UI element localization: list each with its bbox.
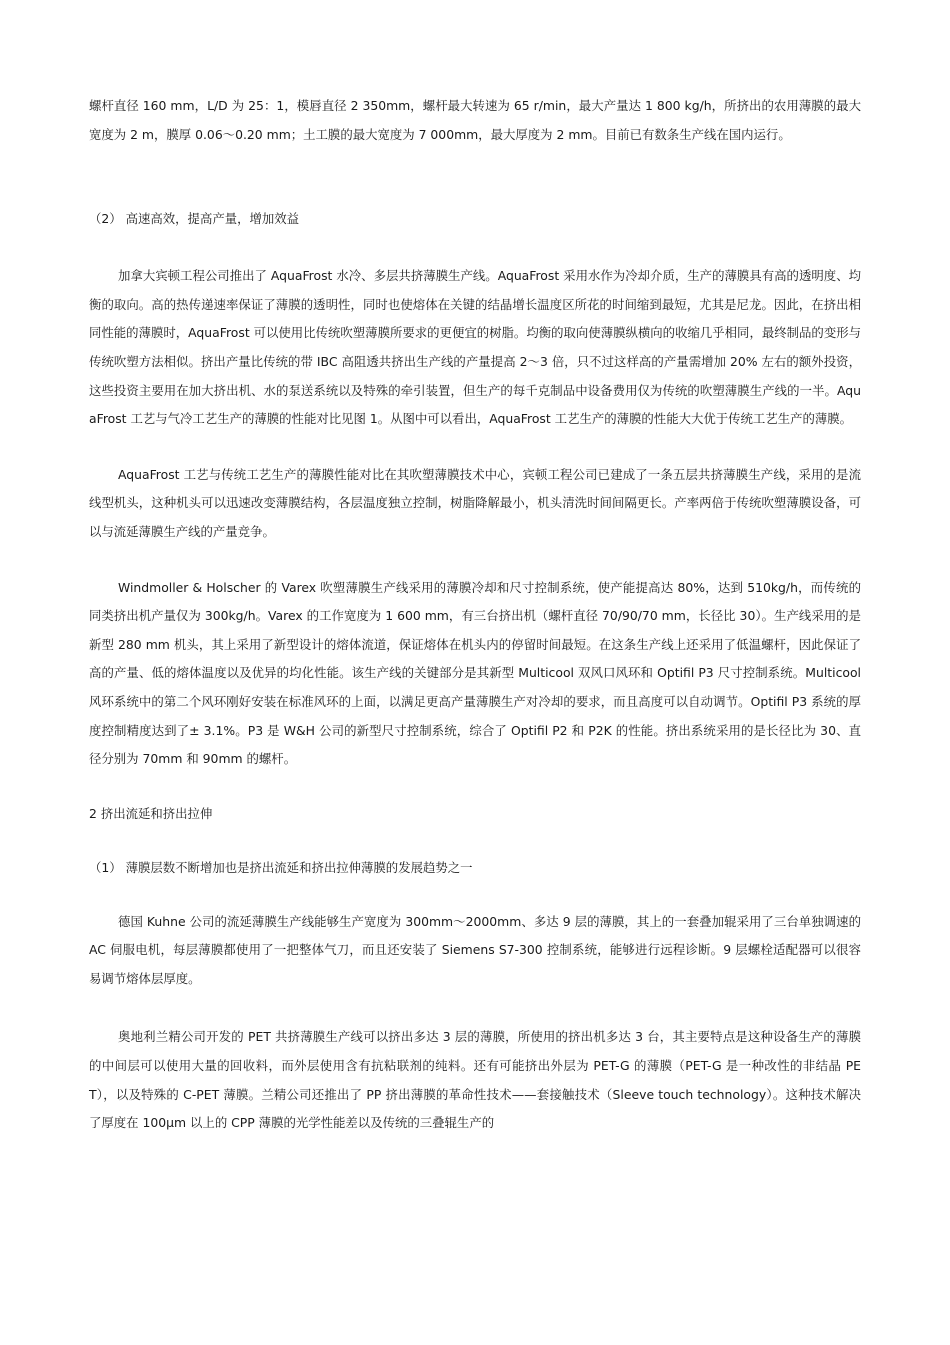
section-heading-cast-stretch: 2 挤出流延和挤出拉伸 [89, 805, 213, 821]
subheading-layer-count: （1） 薄膜层数不断增加也是挤出流延和挤出拉伸薄膜的发展趋势之一 [89, 859, 473, 875]
paragraph-extruder-specs: 螺杆直径 160 mm，L/D 为 25：1，模唇直径 2 350mm，螺杆最大转速为 65 r/min，最大产量达 1 800 kg/h，所挤出的农用薄膜的最大宽度为 2 m，膜厚 0.06～0.20 mm；土工膜的最大宽度为 7 000mm，最大厚度为 2 mm。目前已有数条生产线在国内运行。 [89, 98, 861, 142]
paragraph-aquafrost-comparison: AquaFrost 工艺与传统工艺生产的薄膜性能对比在其吹塑薄膜技术中心，宾顿工程公司已建成了一条五层共挤薄膜生产线，采用的是流线型机头，这种机头可以迅速改变薄膜结构，各层温度独立控制，树脂降解最小，机头清洗时间间隔更长。产率两倍于传统吹塑薄膜设备，可以与流延薄膜生产线的产量竞争。 [89, 466, 861, 539]
paragraph-varex: Windmoller & Holscher 的 Varex 吹塑薄膜生产线采用的薄膜冷却和尺寸控制系统，使产能提高达 80%，达到 510kg/h，而传统的同类挤出机产量仅为 300kg/h。Varex 的工作宽度为 1 600 mm，有三台挤出机（螺杆直径 70/90/70 mm，长径比 30）。生产线采用的是新型 280 mm 机头，其上采用了新型设计的熔体流道，保证熔体在机头内的停留时间最短。在这条生产线上还采用了低温螺杆，因此保证了高的产量、低的熔体温度以及优异的均化性能。该生产线的关键部分是其新型 Multicool 双风口风环和 Optifil P3 尺寸控制系统。Multicool 风环系统中的第二个风环刚好安装在标准风环的上面，以满足更高产量薄膜生产对冷却的要求，而且高度可以自动调节。Optifil P3 系统的厚度控制精度达到了± 3.1%。P3 是 W&H 公司的新型尺寸控制系统，综合了 Optifil P2 和 P2K 的性能。挤出系统采用的是长径比为 30、直径分别为 70mm 和 90mm 的螺杆。 [89, 579, 861, 767]
subheading-high-speed: （2） 高速高效，提高产量，增加效益 [89, 211, 300, 227]
paragraph-kuhne: 德国 Kuhne 公司的流延薄膜生产线能够生产宽度为 300mm～2000mm、多达 9 层的薄膜，其上的一套叠加辊采用了三台单独调速的 AC 伺服电机，每层薄膜都使用了一把整体气刀，而且还安装了 Siemens S7-300 控制系统，能够进行远程诊断。9 层螺栓适配器可以很容易调节熔体层厚度。 [89, 913, 861, 986]
paragraph-lenzing: 奥地利兰精公司开发的 PET 共挤薄膜生产线可以挤出多达 3 层的薄膜，所使用的挤出机多达 3 台，其主要特点是这种设备生产的薄膜的中间层可以使用大量的回收料，而外层使用含有抗粘联剂的纯料。还有可能挤出外层为 PET-G 的薄膜（PET-G 是一种改性的非结晶 PET），以及特殊的 C-PET 薄膜。兰精公司还推出了 PP 挤出薄膜的革命性技术——套接触技术（Sleeve touch technology）。这种技术解决了厚度在 100μm 以上的 CPP 薄膜的光学性能差以及传统的三叠辊生产的 [89, 1029, 861, 1131]
document-body [89, 92, 861, 1138]
paragraph-aquafrost: 加拿大宾顿工程公司推出了 AquaFrost 水冷、多层共挤薄膜生产线。AquaFrost 采用水作为冷却介质，生产的薄膜具有高的透明度、均衡的取向。高的热传递速率保证了薄膜的透明性，同时也使熔体在关键的结晶增长温度区所花的时间缩到最短，尤其是尼龙。因此，在挤出相同性能的薄膜时，AquaFrost 可以使用比传统吹塑薄膜所要求的更便宜的树脂。均衡的取向使薄膜纵横向的收缩几乎相同，最终制品的变形与传统吹塑方法相似。挤出产量比传统的带 IBC 高阻透共挤出生产线的产量提高 2～3 倍，只不过这样高的产量需增加 20% 左右的额外投资，这些投资主要用在加大挤出机、水的泵送系统以及特殊的牵引装置，但生产的每千克制品中设备费用仅为传统的吹塑薄膜生产线的一半。AquaFrost 工艺与气冷工艺生产的薄膜的性能对比见图 1。从图中可以看出，AquaFrost 工艺生产的薄膜的性能大大优于传统工艺生产的薄膜。 [89, 268, 861, 427]
